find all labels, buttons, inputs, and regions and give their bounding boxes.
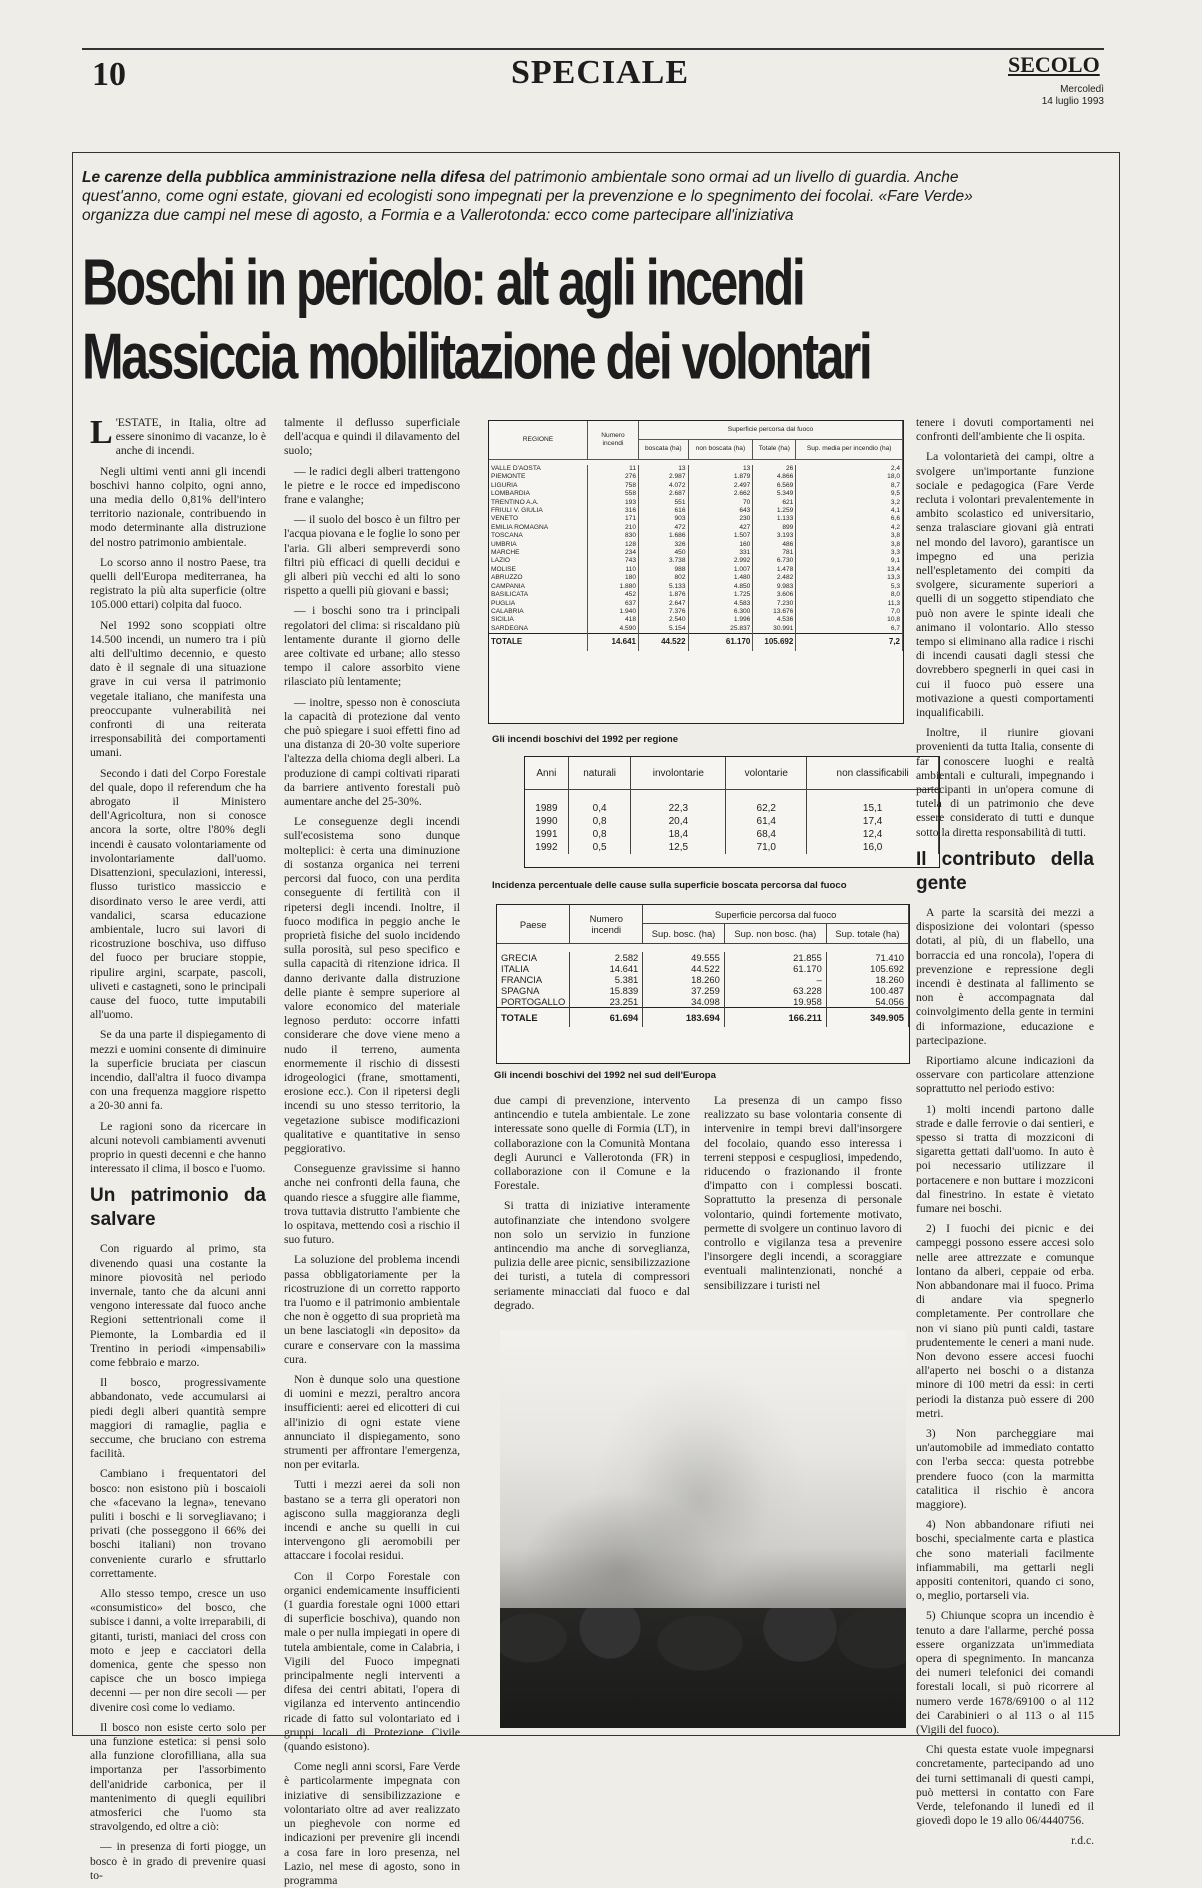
table-row: [489, 625, 903, 634]
paragraph: Chi questa estate vuole impegnarsi concretamente, partecipando ad uno dei turni settimanali di questi campi, può mettersi in contatto con Fare Verde, telefonando il lunedì ed il giovedì dopo le 19 allo 06/4440756.: [916, 1743, 1094, 1828]
header-country: Paese: [497, 905, 570, 944]
table-cell: 988: [639, 566, 689, 574]
table-row: [497, 952, 909, 963]
column-5: [916, 416, 1094, 1848]
table-cell: 110: [588, 566, 639, 574]
table-row: [525, 841, 939, 854]
paragraph: — in presenza di forti piogge, un bosco è in grado di prevenire quasi to-: [90, 1840, 266, 1882]
table-cell: 1.880: [588, 583, 639, 591]
table-cell: 210: [588, 524, 639, 532]
column-header: non classificabili: [807, 757, 939, 790]
table-cell: 472: [639, 524, 689, 532]
table-cell: 0,8: [568, 828, 631, 841]
table-cell: 23.251: [570, 996, 643, 1008]
total-cell: 44.522: [639, 634, 689, 651]
table-cell: 802: [639, 574, 689, 582]
header-bosc: Sup. bosc. (ha): [643, 924, 725, 944]
country-name: PORTOGALLO: [497, 996, 570, 1008]
kicker-bold: Le carenze della pubblica amministrazione nella difesa: [82, 169, 486, 186]
table-cell: 4.590: [588, 625, 639, 634]
table-cell: 1.480: [688, 574, 753, 582]
total-cell: 166.211: [724, 1008, 826, 1028]
table-row: [489, 583, 903, 591]
header-number: Numero incendi: [588, 421, 639, 460]
paragraph: Come negli anni scorsi, Fare Verde è particolarmente impegnata con iniziative di sensibilizzazione e volontariato oltre ad aver realizzato un pieghevole con norme ed indicazioni per prevenire gli incendi a cosa fare in loro presenza, nel Lazio, nel mese di agosto, sono in programma: [284, 1760, 460, 1887]
table-cell: 616: [639, 507, 689, 515]
table-cell: 452: [588, 591, 639, 599]
table-cell: 331: [688, 549, 753, 557]
lead-paragraph: [90, 416, 266, 459]
table-cell: 25.837: [688, 625, 753, 634]
header-boscata: boscata (ha): [639, 440, 689, 460]
table-cell: 15.839: [570, 985, 643, 996]
table-row: [489, 465, 903, 473]
table-cell: 180: [588, 574, 639, 582]
table-row: [489, 600, 903, 608]
table-cell: 70: [688, 499, 753, 507]
table-cell: 0,8: [568, 815, 631, 828]
region-name: PUGLIA: [489, 600, 588, 608]
table-cell: 30.991: [753, 625, 796, 634]
country-name: FRANCIA: [497, 974, 570, 985]
table-cell: 10,8: [796, 616, 903, 624]
paragraph: Se da una parte il dispiegamento di mezzi e uomini consente di diminuire la superficie bruciata per ciascun incendio, dall'altra il fuoco divampa con una frequenza maggiore rispetto a 20-30 anni fa.: [90, 1028, 266, 1113]
table-cell: 18.260: [643, 974, 725, 985]
column-header: Anni: [525, 757, 568, 790]
table-cell: 621: [753, 499, 796, 507]
table-row: [489, 482, 903, 490]
table-cell: 4.850: [688, 583, 753, 591]
table-cell: 1.478: [753, 566, 796, 574]
table-cell: 1.879: [688, 473, 753, 481]
table-cell: 1.725: [688, 591, 753, 599]
table-cell: 16,0: [807, 841, 939, 854]
table-cell: 1.259: [753, 507, 796, 515]
table-cell: 4.583: [688, 600, 753, 608]
table-cell: 100.487: [826, 985, 908, 996]
paragraph: due campi di prevenzione, intervento antincendio e tutela ambientale. Le zone interessate sono quelle di Formia (LT), in collaborazione con la Comunità Montana degli Aurunci e Vallerotonda (FR) in collaborazione con il Comune e la Forestale.: [494, 1094, 690, 1193]
table-cell: 486: [753, 541, 796, 549]
paragraph: La soluzione del problema incendi passa obbligatoriamente per la ricostruzione di un corretto rapporto tra l'uomo e il patrimonio ambientale che non è oggetto di sua proprietà ma un bene lasciatogli «in deposito» da curare e conservare con la massima cura.: [284, 1253, 460, 1366]
table-cell: 4,1: [796, 507, 903, 515]
region-name: PIEMONTE: [489, 473, 588, 481]
table-row: [489, 549, 903, 557]
paragraph: — inoltre, spesso non è conosciuta la capacità di protezione dal vento che può spiegare i suoi effetti fino ad una distanza di 20-30 volte superiore l'altezza della chioma degli alberi. La produzione di campi coltivati riparati da barriere antivento forestali può aumentare anche del 25-30%.: [284, 695, 460, 809]
region-name: LAZIO: [489, 557, 588, 565]
table-cell: 830: [588, 532, 639, 540]
table-cell: 6,6: [796, 515, 903, 523]
table-cell: 234: [588, 549, 639, 557]
table-cell: 63.228: [724, 985, 826, 996]
table-cell: 8,0: [796, 591, 903, 599]
table-cell: 7,0: [796, 608, 903, 616]
regions-table: [489, 421, 903, 651]
table-cell: 1.940: [588, 608, 639, 616]
region-name: EMILIA ROMAGNA: [489, 524, 588, 532]
table-row: [497, 963, 909, 974]
table-cell: 1.876: [639, 591, 689, 599]
total-cell: 14.641: [588, 634, 639, 651]
table-cell: 1.133: [753, 515, 796, 523]
region-name: LOMBARDIA: [489, 490, 588, 498]
table-cell: 61.170: [724, 963, 826, 974]
table-row: [489, 541, 903, 549]
table-cell: 1992: [525, 841, 568, 854]
table-cell: 3.193: [753, 532, 796, 540]
header-nonboscata: non boscata (ha): [688, 440, 753, 460]
table-cell: 4.866: [753, 473, 796, 481]
treeline: [500, 1608, 906, 1728]
table-cell: 15,1: [807, 802, 939, 815]
europe-table: [497, 905, 909, 1027]
table-row: [489, 473, 903, 481]
table-cell: 17,4: [807, 815, 939, 828]
table-cell: 8,7: [796, 482, 903, 490]
lead-text: 'ESTATE, in Italia, oltre ad essere sinonimo di vacanze, lo è anche di incendi.: [115, 416, 266, 458]
region-name: BASILICATA: [489, 591, 588, 599]
paragraph: 4) Non abbandonare rifiuti nei boschi, specialmente carta e plastica che sono materiali facilmente infiammabili, ma gettarli negli appositi contenitori, quando ci sono, o, meglio, portarseli via.: [916, 1518, 1094, 1603]
total-cell: TOTALE: [489, 634, 588, 651]
total-row: [497, 1008, 909, 1028]
table-cell: 171: [588, 515, 639, 523]
table-cell: 0,5: [568, 841, 631, 854]
table-cell: 34.098: [643, 996, 725, 1008]
table-cell: 4.072: [639, 482, 689, 490]
table-row: [497, 974, 909, 985]
column-3: [494, 1094, 690, 1324]
table-cell: 4,2: [796, 524, 903, 532]
paragraph: 2) I fuochi dei picnic e dei campeggi possono essere accesi solo nelle aree attrezzate e comunque lontano da alberi, ceppaie od erba. Non abbandonare mai il fuoco. Prima di andare via spegnerlo completamente. Per controllare che non vi siano più punti caldi, tastare prudentemente le ceneri a mani nude. Non devono essere accesi fuochi all'aperto nei boschi o a distanza minore di 100 metri da essi: in certi periodi la distanza può essere di 200 metri.: [916, 1222, 1094, 1420]
table-row: [497, 985, 909, 996]
table-cell: 781: [753, 549, 796, 557]
column-header: volontarie: [726, 757, 807, 790]
table-cell: 1.996: [688, 616, 753, 624]
section-title: SPECIALE: [510, 54, 690, 91]
region-name: UMBRIA: [489, 541, 588, 549]
table-cell: 71,0: [726, 841, 807, 854]
table-cell: 1989: [525, 802, 568, 815]
region-name: TOSCANA: [489, 532, 588, 540]
table-row: [489, 507, 903, 515]
table-cell: 3,3: [796, 549, 903, 557]
paragraph: Allo stesso tempo, cresce un uso «consumistico» del bosco, che subisce i danni, a volte irreparabili, di gitanti, turisti, maniaci del cross con moto e jeep e cacciatori della domenica, gente che spesso non capisce che un bosco impiega decenni — per non dire secoli — per divenire così come lo vediamo.: [90, 1587, 266, 1714]
country-name: GRECIA: [497, 952, 570, 963]
paragraph: Nel 1992 sono scoppiati oltre 14.500 incendi, un numero tra i più alti dell'ultimo decennio, e questo dato è il segnale di una situazione grave in cui versa il patrimonio vegetale italiano, che manifesta una preoccupante vulnerabilità nei confronti di una reiterata irresponsabilità dei comportamenti umani.: [90, 618, 266, 760]
table-cell: 62,2: [726, 802, 807, 815]
country-name: ITALIA: [497, 963, 570, 974]
spacer-row: [525, 790, 939, 803]
region-name: ABRUZZO: [489, 574, 588, 582]
table-cell: 5.349: [753, 490, 796, 498]
column-header: involontarie: [631, 757, 726, 790]
table-cell: 2.482: [753, 574, 796, 582]
paragraph: talmente il deflusso superficiale dell'acqua e quindi il dilavamento del suolo;: [284, 416, 460, 458]
table-cell: 1990: [525, 815, 568, 828]
table-cell: 26: [753, 465, 796, 473]
table-cell: 4.536: [753, 616, 796, 624]
paragraph: tenere i dovuti comportamenti nei confronti dell'ambiente che li ospita.: [916, 416, 1094, 444]
paragraph: Il bosco non esiste certo solo per una funzione estetica: si pensi solo alla funzione clorofilliana, alla sua importanza per l'assorbimento dell'anidride carbonica, per il mantenimento di quegli equilibri atmosferici che l'uomo sta stravolgendo, ed oltre a ciò:: [90, 1720, 266, 1834]
table-cell: 18,4: [631, 828, 726, 841]
table-cell: 3,2: [796, 499, 903, 507]
table-cell: 643: [688, 507, 753, 515]
header-totale: Totale (ha): [753, 440, 796, 460]
table-cell: 2.582: [570, 952, 643, 963]
region-name: TRENTINO A.A.: [489, 499, 588, 507]
table-cell: 9,5: [796, 490, 903, 498]
paragraph: Lo scorso anno il nostro Paese, tra quelli dell'Europa mediterranea, ha registrato la più alta superficie (oltre 105.000 ettari) colpita dal fuoco.: [90, 555, 266, 612]
paragraph: Si tratta di iniziative interamente autofinanziate che intendono svolgere non solo un servizio in funzione antincendio ma anche di sorveglianza, pulizia delle aree picnic, sensibilizzazione dei turisti, a tutela di compressori seriamente minacciati dal fuoco e dal degrado.: [494, 1199, 690, 1312]
table-cell: 21.855: [724, 952, 826, 963]
paragraph: — i boschi sono tra i principali regolatori del clima: si riscaldano più lentamente durante il giorno delle aree coltivate ed urbane; allo stesso tempo il calore assorbito viene rilasciato più lentamente;: [284, 604, 460, 689]
table-row: [489, 515, 903, 523]
regions-body: [489, 460, 903, 651]
table-cell: 6,7: [796, 625, 903, 634]
paragraph: Le ragioni sono da ricercare in alcuni notevoli cambiamenti avvenuti proprio in questi decenni e che hanno interessato il clima, il bosco e l'uomo.: [90, 1119, 266, 1176]
table-cell: 5.381: [570, 974, 643, 985]
table-cell: 1991: [525, 828, 568, 841]
table-cell: 37.259: [643, 985, 725, 996]
paragraph: — il suolo del bosco è un filtro per l'acqua piovana e le foglie lo sono per l'aria. Gli alberi sempreverdi sono filtri più efficaci di quelli decidui e gli alberi più vecchi ed alti lo sono rispetto a quelli più giovani e bassi;: [284, 513, 460, 598]
table-cell: 2.647: [639, 600, 689, 608]
table-cell: 230: [688, 515, 753, 523]
paragraph: A parte la scarsità dei mezzi a disposizione dei volontari (spesso dotati, al più, di un flabello, una borraccia ed una roncola), l'opera di prevenzione e repressione degli incendi è destinata al fallimento se non è accompagnata dal coinvolgimento della gente in termini di informazione, educazione e partecipazione.: [916, 905, 1094, 1047]
table-cell: 637: [588, 600, 639, 608]
paragraph: — le radici degli alberi trattengono le pietre e le rocce ed impediscono frane e valanghe;: [284, 464, 460, 507]
table-row: [525, 828, 939, 841]
table-cell: 2.992: [688, 557, 753, 565]
table-cell: 2.687: [639, 490, 689, 498]
paragraph: Riportiamo alcune indicazioni da osservare con particolare attenzione soprattutto nel periodo estivo:: [916, 1053, 1094, 1096]
table-cell: 61,4: [726, 815, 807, 828]
column-2: [284, 416, 460, 1887]
date: 14 luglio 1993: [1041, 96, 1104, 107]
region-name: MOLISE: [489, 566, 588, 574]
table-cell: 2,4: [796, 465, 903, 473]
caption-europe: Gli incendi boschivi del 1992 nel sud dell'Europa: [494, 1070, 716, 1081]
header-tot: Sup. totale (ha): [826, 924, 908, 944]
table-row: [489, 557, 903, 565]
paragraph: Inoltre, il riunire giovani provenienti da tutta Italia, consente di far conoscere luoghi e realtà ambientali e culturali, impegnando i partecipanti in un'opera comune di tutela di un patrimonio che deve essere considerato di tutti e dunque sotto la diretta responsabilità di tutti.: [916, 726, 1094, 839]
column-1: [90, 414, 266, 1882]
table-row: [489, 566, 903, 574]
region-name: MARCHE: [489, 549, 588, 557]
caption-regions: Gli incendi boschivi del 1992 per regione: [492, 734, 679, 745]
subhead-patrimonio: Un patrimonio da salvare: [90, 1185, 266, 1231]
table-cell: 128: [588, 541, 639, 549]
table-cell: 14.641: [570, 963, 643, 974]
total-cell: TOTALE: [497, 1008, 570, 1028]
table-cell: 71.410: [826, 952, 908, 963]
paragraph: Con riguardo al primo, sta divenendo quasi una costante la minore piovosità nel periodo invernale, tanto che da alcuni anni vengono interessate dal fuoco anche Regioni settentrionali come il Piemonte, la Lombardia ed il Trentino in periodi «impensabili» come febbraio e marzo.: [90, 1242, 266, 1369]
paragraph: Conseguenze gravissime si hanno anche nei confronti della fauna, che quando riesce a sfuggire alle fiamme, trova tuttavia distrutto l'ambiente che lo ospitava, mettendo così a rischio il suo futuro.: [284, 1162, 460, 1247]
header-group: Superficie percorsa dal fuoco: [639, 421, 903, 440]
region-name: FRIULI V. GIULIA: [489, 507, 588, 515]
table-row: [489, 532, 903, 540]
table-row: [489, 616, 903, 624]
table-cell: 19.958: [724, 996, 826, 1008]
table-regions: [488, 420, 904, 724]
table-cell: 12,4: [807, 828, 939, 841]
table-cell: 2.497: [688, 482, 753, 490]
headline-1: Boschi in pericolo: alt agli incendi: [82, 245, 804, 319]
spacer-row: [497, 944, 909, 953]
table-cell: 276: [588, 473, 639, 481]
region-name: VENETO: [489, 515, 588, 523]
table-cell: 13.676: [753, 608, 796, 616]
kicker: [82, 168, 1042, 225]
table-cell: 13: [639, 465, 689, 473]
table-cell: 743: [588, 557, 639, 565]
region-name: VALLE D'AOSTA: [489, 465, 588, 473]
paragraph: 3) Non parcheggiare mai un'automobile ad immediato contatto con l'erba secca: questa potrebbe prendere fuoco (con la marmitta catalitica il rischio è ancora maggiore).: [916, 1427, 1094, 1512]
header-group: Superficie percorsa dal fuoco: [643, 905, 909, 924]
paragraph: 5) Chiunque scopra un incendio è tenuto a dare l'allarme, perché possa essere organizzata un'immediata opera di spegnimento. In mancanza dei numeri telefonici dei comandi forestali locali, si può ricorrere al numero verde 1678/69100 o al 112 dei Carabinieri o al 113 o al 115 (Vigili del fuoco).: [916, 1609, 1094, 1737]
table-cell: 7.230: [753, 600, 796, 608]
total-cell: 61.694: [570, 1008, 643, 1028]
table-cell: 54.056: [826, 996, 908, 1008]
table-cell: 2.540: [639, 616, 689, 624]
table-cell: 3.738: [639, 557, 689, 565]
region-name: SICILIA: [489, 616, 588, 624]
table-cell: 5.154: [639, 625, 689, 634]
country-name: SPAGNA: [497, 985, 570, 996]
table-cell: 758: [588, 482, 639, 490]
table-cell: 49.555: [643, 952, 725, 963]
table-cell: 44.522: [643, 963, 725, 974]
kicker-rest: del patrimonio ambientale sono ormai ad un livello di guardia. Anche quest'anno, come ogni estate, giovani ed ecologisti sono impegnati per la prevenzione e lo spegnimento dei focolai. «Fare Verde» organizza due campi nel mese di agosto, a Formia e a Vallerotonda: ecco come partecipare all'iniziativa: [82, 169, 973, 224]
paragraph: Tutti i mezzi aerei da soli non bastano se a terra gli operatori non agiscono sulla maggioranza degli incendi e anche su quelli in cui intervengono gli aeromobili per attaccare i focolai residui.: [284, 1478, 460, 1563]
table-cell: 450: [639, 549, 689, 557]
table-row: [525, 802, 939, 815]
table-cell: 3,8: [796, 541, 903, 549]
table-row: [489, 574, 903, 582]
paragraph: 1) molti incendi partono dalle strade e dalle ferrovie o dai sentieri, e spesso si tratta di mozziconi di sigaretta gettati dall'uomo. In auto è poi necessario utilizzare il portacenere e non buttare i mozziconi dal finestrino. In estate è vietato fumare nei boschi.: [916, 1102, 1094, 1215]
total-cell: 183.694: [643, 1008, 725, 1028]
table-cell: 9.983: [753, 583, 796, 591]
total-cell: 349.905: [826, 1008, 908, 1028]
table-cell: 2.987: [639, 473, 689, 481]
table-europe: [496, 904, 910, 1064]
region-name: CALABRIA: [489, 608, 588, 616]
table-cell: 20,4: [631, 815, 726, 828]
table-cell: 1.507: [688, 532, 753, 540]
paragraph: Non è dunque solo una questione di uomini e mezzi, peraltro ancora insufficienti: aerei ed elicotteri di cui all'inizio di ogni estate viene annunciato il dispiegamento, sono strumenti per affrontare l'emergenza, non per evitarla.: [284, 1373, 460, 1472]
paragraph: Le conseguenze degli incendi sull'ecosistema sono dunque molteplici: è certa una diminuzione di sostanza organica nei terreni percorsi dal fuoco, con una perdita conseguente di fertilità con il ripetersi degli incendi. Inoltre, il fuoco modifica in peggio anche le proprietà fisiche del suolo incidendo sulla porosità, sul peso specifico e sulla capacità di ritenzione idrica. Il danno derivante dalla distruzione delle piante è sempre superiore al valore economico del materiale legnoso perduto: occorre infatti considerare che dove viene meno a nudo il terreno, aumenta enormemente il rischio di dissesti idrogeologici (frane, smottamenti, erosione ecc.). Con il ripetersi degli incendi su uno stesso territorio, la vegetazione subisce modificazioni qualitative e quantitative in senso peggiorativo.: [284, 815, 460, 1155]
table-cell: 1.686: [639, 532, 689, 540]
table-cell: 105.692: [826, 963, 908, 974]
region-name: LIGURIA: [489, 482, 588, 490]
total-row: [489, 634, 903, 651]
column-4: [704, 1094, 902, 1324]
table-cell: 0,4: [568, 802, 631, 815]
table-cell: 326: [639, 541, 689, 549]
table-cell: 18.260: [826, 974, 908, 985]
table-row: [489, 499, 903, 507]
table-row: [489, 608, 903, 616]
signature: r.d.c.: [1071, 1834, 1094, 1848]
table-cell: 9,1: [796, 557, 903, 565]
paragraph: Con il Corpo Forestale con organici endemicamente insufficienti (1 guardia forestale ogni 1000 ettari di superficie boschiva), quando non male o per nulla impiegati in opere di tutela ambientale, come in Calabria, i Vigili del Fuoco impegnati principalmente negli interventi a difesa dei centri abitati, l'opera di vigilanza ed intervento antincendio ricade di fatto sul volontariato ed i gruppi locali di Protezione Civile (quando esistono).: [284, 1569, 460, 1754]
table-cell: 6.569: [753, 482, 796, 490]
page-number: 10: [92, 56, 126, 93]
table-cell: 418: [588, 616, 639, 624]
table-row: [489, 490, 903, 498]
total-cell: 7,2: [796, 634, 903, 651]
header-region: REGIONE: [489, 421, 588, 460]
table-cell: 903: [639, 515, 689, 523]
paragraph: Cambiano i frequentatori del bosco: non esistono più i boscaioli che «facevano la legna», tenevano puliti i boschi e li sorvegliavano; i privati (che posseggono il 66% dei boschi italiani) non trovano conveniente curarlo e sfruttarlo correttamente.: [90, 1467, 266, 1580]
forest-fire-photo: [500, 1330, 906, 1728]
total-cell: 61.170: [688, 634, 753, 651]
paragraph: Negli ultimi venti anni gli incendi boschivi hanno colpito, ogni anno, una media dello 0,81% dell'intero territorio nazionale, contribuendo in modo determinante alla distruzione del nostro patrimonio ambientale.: [90, 464, 266, 549]
table-cell: 6.730: [753, 557, 796, 565]
table-cell: 160: [688, 541, 753, 549]
drop-cap: L: [90, 414, 113, 451]
table-cell: 316: [588, 507, 639, 515]
top-rule: [82, 48, 1104, 50]
header-nonbosc: Sup. non bosc. (ha): [724, 924, 826, 944]
table-cell: 5,3: [796, 583, 903, 591]
caption-causes: Incidenza percentuale delle cause sulla superficie boscata percorsa dal fuoco: [492, 880, 847, 891]
table-cell: 5.133: [639, 583, 689, 591]
region-name: CAMPANIA: [489, 583, 588, 591]
table-cell: 11: [588, 465, 639, 473]
table-row: [489, 591, 903, 599]
table-cell: 68,4: [726, 828, 807, 841]
table-causes: [524, 756, 940, 868]
table-cell: 13,4: [796, 566, 903, 574]
paragraph: Secondo i dati del Corpo Forestale del quale, dopo il referendum che ha abrogato il Ministero dell'Agricoltura, non si conosce ancora la sorte, oltre l'80% degli incendi è causato volontariamente od involontariamente dall'uomo. Disattenzioni, speculazioni, interessi, flusso turistico massiccio e disordinato verso le aree verdi, atti vandalici, scarsa educazione ambientale, lucro sui lavori di ricostruzione boschiva, uso diffuso del fuoco per bruciare stoppie, ripulire argini, scarpate, pascoli, uliveti e castagneti, sono le principali cause del fuoco, tutte imputabili all'uomo.: [90, 766, 266, 1022]
table-cell: 899: [753, 524, 796, 532]
paragraph: La volontarietà dei campi, oltre a svolgere un'importante funzione sociale e pedagogica (Fare Verde recluta i volontari prevalentemente in ambito scolastico ed universitario, senza tralasciare giovani già entrati nel mondo del lavoro), garantisce un impegno ed una perizia nell'espletamento dei compiti da svolgere, sicuramente superiori a quelli di un soggetto stipendiato che può non avere le spinte ideali che animano il volontario. Allo stesso tempo si eliminano alla radice i rischi di incendi causati dagli stessi che dovrebbero spegnerli in quei casi in cui il fuoco può essere una motivazione a questi comportamenti inqualificabili.: [916, 450, 1094, 720]
table-cell: 427: [688, 524, 753, 532]
logo: SECOLO: [1008, 52, 1100, 77]
table-cell: 551: [639, 499, 689, 507]
table-cell: 1.007: [688, 566, 753, 574]
table-row: [525, 815, 939, 828]
table-row: [489, 524, 903, 532]
region-name: SARDEGNA: [489, 625, 588, 634]
headline-2: Massiccia mobilitazione dei volontari: [82, 319, 871, 393]
table-cell: 558: [588, 490, 639, 498]
table-cell: 12,5: [631, 841, 726, 854]
table-cell: 13,3: [796, 574, 903, 582]
paragraph: La presenza di un campo fisso realizzato su base volontaria consente di intervenire in tempi brevi dall'insorgere del focolaio, quando esso interessa i terreni stepposi e cespugliosi, impedendo, riducendo o frazionando il fronte d'impatto con i complessi boscati. Soprattutto la presenza di personale volontario, quindi fortemente motivato, permette di svolgere un continuo lavoro di controllo e vigilanza tesa a prevenire l'insorgere degli incendi, a scoraggiare eventuali malintenzionati, nonché a sensibilizzare i turisti nel: [704, 1094, 902, 1292]
column-header: naturali: [568, 757, 631, 790]
table-cell: 3.606: [753, 591, 796, 599]
table-cell: 11,3: [796, 600, 903, 608]
table-cell: 6.300: [688, 608, 753, 616]
table-cell: 22,3: [631, 802, 726, 815]
header-number: Numero incendi: [570, 905, 643, 944]
subhead-contributo: Il contributo della gente: [916, 848, 1094, 894]
table-cell: 2.662: [688, 490, 753, 498]
table-cell: 7.376: [639, 608, 689, 616]
date-day: Mercoledì: [1060, 84, 1104, 95]
causes-table: [525, 757, 939, 854]
total-cell: 105.692: [753, 634, 796, 651]
table-cell: 13: [688, 465, 753, 473]
header-media: Sup. media per incendio (ha): [796, 440, 903, 460]
table-cell: –: [724, 974, 826, 985]
table-cell: 18,0: [796, 473, 903, 481]
paragraph: Il bosco, progressivamente abbandonato, vede accumularsi ai piedi degli alberi quantità sempre maggiori di ramaglie, paglia e seccume, che bruciano con estrema facilità.: [90, 1376, 266, 1461]
table-cell: 3,8: [796, 532, 903, 540]
table-row: [497, 996, 909, 1008]
table-cell: 193: [588, 499, 639, 507]
